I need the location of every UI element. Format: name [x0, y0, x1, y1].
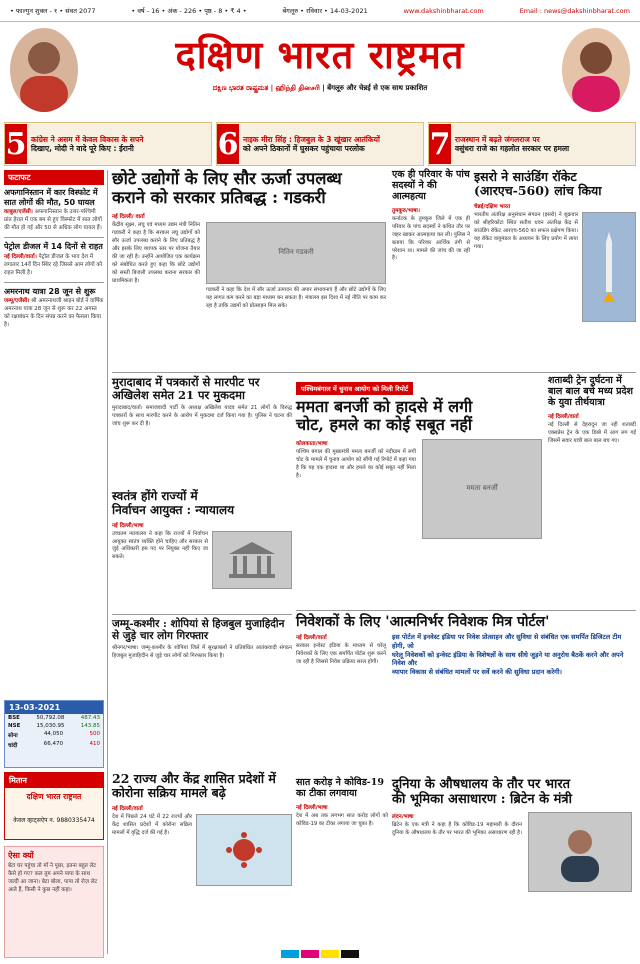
market-name: BSE	[8, 715, 20, 721]
isro-dateline: चेन्नई/दक्षिण भारत	[474, 203, 511, 210]
lead-headline-line2: कराने को सरकार प्रतिबद्ध : गडकरी	[112, 187, 326, 207]
brief-title: अमरनाथ यात्रा 28 जून से शुरू	[4, 286, 96, 296]
lead-body-col1: केंद्रीय सूक्ष्म, लघु एवं मध्यम उद्यम मंत्री नितिन गडकरी ने कहा है कि सरकार लघु उद्योगों को सौर ऊर्जा उपलब्ध कराने के लिए प्रतिबद्ध है और इसके लिए व्यापक स्तर पर योजना तैयार की जा रही है। उन्होंने आयोजित एक कार्यक्रम को संबोधित करते हुए कहा कि छोटे उद्योगों को सस्ती बिजली उपलब्ध कराना सरकार की प्राथमिकता है।	[112, 221, 200, 284]
court-photo	[212, 531, 292, 589]
promo-caption: केवल व्हाट्सऐप न. 9880335474	[13, 817, 95, 824]
market-value: 15,030.95	[36, 723, 65, 729]
investor-bullet: व्यापार विकास से संबंधित मामलों पर सर्वे करने की सुविधा प्रदान करेगी।	[392, 668, 562, 677]
shatabdi-story[interactable]	[548, 376, 636, 606]
state-ec-story[interactable]	[112, 490, 292, 610]
shatabdi-headline: शताब्दी ट्रेन दुर्घटना में बाल बाल बचे मध्य प्रदेश के युवा तीर्थयात्रा	[548, 375, 634, 408]
mamata-body: पश्चिम बंगाल की मुख्यमंत्री ममता बनर्जी को नंदीग्राम में लगी चोट के मामले में चुनाव आयोग को सौंपी गई रिपोर्ट में कहा गया है कि यह एक हादसा था और हमले का कोई सबूत नहीं मिला है।	[296, 448, 416, 479]
isro-body: भारतीय अंतरिक्ष अनुसंधान संगठन (इसरो) ने शुक्रवार को श्रीहरिकोटा स्थित सतीश धवन अंतरिक्ष केंद्र से साउंडिंग रॉकेट आरएच-560 का सफल प्रक्षेपण किया। यह रॉकेट वायुमंडल के अध्ययन के लिए प्रयोग में लाया गया।	[474, 211, 578, 250]
lead-photo	[206, 222, 386, 284]
mamata-photo	[422, 439, 542, 539]
city-date: बेंगलूरु • रविवार • 14-03-2021	[282, 7, 368, 15]
panchang-info: • फाल्गुन शुक्ल - १ • संवत 2077	[10, 7, 96, 15]
banner-page-number: 5	[5, 124, 27, 164]
subtitle-editions: | बेंगलूरु और चेन्नई से एक साथ प्रकाशित	[322, 84, 428, 92]
poem-body: बेटा घर पहुंचा तो माँ ने पूछा, इतना बहुत लेट कैसे हो गए? कल तुम अपने पापा के साथ जल्दी आ जाना। बेटा बोला, पापा तो रोज़ लेट आते हैं, किसी ने कुछ नहीं कहा।	[8, 863, 98, 893]
brief-item[interactable]	[4, 188, 104, 233]
corona-body: देश में पिछले 24 घंटे में 22 राज्यों और केंद्र शासित प्रदेशों में कोरोना सक्रिय मामलों में वृद्धि दर्ज की गई है।	[112, 813, 192, 836]
lead-headline-line1: छोटे उद्योगों के लिए सौर ऊर्जा उपलब्ध	[112, 169, 342, 188]
email-link[interactable]: Email : news@dakshinbharat.com	[519, 6, 630, 15]
divider	[112, 372, 636, 373]
lead-dateline: नई दिल्ली/ वार्ता	[112, 213, 145, 220]
state-ec-headline-line2: निर्वाचन आयुक्त : न्यायालय	[112, 502, 235, 517]
suicide-headline: एक ही परिवार के पांच सदस्यों ने की आत्महत्या	[392, 169, 470, 202]
right-person-photo	[562, 28, 630, 112]
banner-text-lead: राजस्थान में बढ़ते जंगलराज पर	[455, 134, 540, 144]
banner-text-rest: को अपने ठिकानों में घुसकर पहुंचाया परलोक	[243, 144, 365, 153]
market-change: 500	[89, 731, 100, 737]
corona-story[interactable]	[112, 772, 292, 952]
state-ec-dateline: नई दिल्ली/भाषा	[112, 522, 144, 529]
rocket-icon	[599, 232, 619, 302]
banner-text-rest: वसुंधरा राजे का गहलोत सरकार पर हमला	[455, 144, 570, 153]
isro-headline: इसरो ने साउंडिंग रॉकेट (आरएच-560) लांच किया	[474, 169, 602, 199]
britain-headline-line2: की भूमिका असाधारण : ब्रिटेन के मंत्री	[392, 791, 572, 807]
kashmir-story[interactable]	[112, 618, 292, 698]
suicide-dateline: तुमकूरु/भाषा।	[392, 207, 420, 214]
person-photo-icon	[562, 28, 630, 112]
mamata-story[interactable]	[296, 376, 544, 606]
brief-dateline: काबुल/एजेंसी।	[4, 209, 33, 216]
masthead-subtitle	[150, 84, 490, 93]
market-name: NSE	[8, 723, 21, 729]
investor-bullet: इस पोर्टल में इनवेस्ट इंडिया पर निवेश प्रोत्साहन और सुविधा से संबंधित एक समर्पित डिजिटल टीम होगी, जो	[392, 633, 622, 650]
brief-body: श्री अमरनाथजी श्राइन बोर्ड ने वार्षिक अमरनाथ यात्रा 28 जून से शुरू कर 22 अगस्त को रक्षाबंधन के दिन संपन्न करने का फैसला किया है।	[4, 298, 104, 329]
top-info-bar	[0, 0, 640, 22]
brief-dateline: जम्मू/एजेंसी।	[4, 298, 30, 305]
shatabdi-dateline: नई दिल्ली/वार्ता	[548, 413, 579, 420]
corona-photo	[196, 814, 292, 886]
poem-box	[4, 846, 104, 958]
britain-dateline: लंदन/भाषा	[392, 813, 414, 820]
market-box	[4, 700, 104, 768]
issue-info: • वर्ष - 16 • अंक - 226 • पृष्ठ - 8 • ₹ 4 •	[131, 7, 247, 15]
mamata-headline-line1: ममता बनर्जी को हादसे में लगी	[296, 397, 473, 416]
person-photo-icon	[555, 822, 605, 882]
brief-body: पेट्रोल डीजल के भाव देश में लगातार 14वें दिन स्थिर रहे जिससे आम लोगों को राहत मिली है।	[4, 253, 103, 276]
family-suicide-story[interactable]	[392, 170, 470, 340]
corona-dateline: नई दिल्ली/वार्ता	[112, 805, 143, 812]
investor-body: सरकार इन्वेस्ट इंडिया के माध्यम से घरेलू निवेशकों के लिए एक समर्पित पोर्टल शुरू करने जा रही है जिससे निवेश प्रक्रिया सरल होगी।	[296, 643, 386, 665]
market-date: 13-03-2021	[5, 701, 103, 714]
investor-bullet: घरेलू निवेशकों को इन्वेस्ट इंडिया के विशेषज्ञों के साथ सीधे जुड़ने या अनुरोध बैठकें करने और अपने निवेश और	[392, 650, 624, 668]
state-ec-headline-line1: स्वतंत्र होंगे राज्यों में	[112, 489, 198, 503]
banner-item[interactable]	[216, 122, 424, 166]
promo-title: दक्षिण भारत राष्ट्रमत	[26, 792, 82, 801]
divider	[4, 237, 104, 238]
minister-photo	[528, 812, 632, 892]
promo-brand: मितान	[5, 773, 103, 788]
brief-title: अफगानिस्तान में कार विस्फोट में सात लोगों की मौत, 50 घायल	[4, 188, 98, 207]
left-brief-column	[4, 170, 104, 696]
isro-story[interactable]	[474, 170, 636, 370]
market-value: 44,050	[43, 731, 64, 737]
britain-body: ब्रिटेन के एक मंत्री ने कहा है कि कोविड-19 महामारी के दौरान दुनिया के औषधालय के तौर पर भारत की भूमिका असाधारण रही है।	[392, 821, 522, 836]
market-row	[5, 730, 103, 740]
shatabdi-body: नई दिल्ली से देहरादून जा रही शताब्दी एक्सप्रेस ट्रेन के एक डिब्बे में आग लग गई जिसमें सवार यात्री बाल बाल बच गए।	[548, 421, 636, 444]
masthead-title: दक्षिण भारत राष्ट्रमत	[175, 32, 465, 77]
poem-title: ऐसा क्यों	[8, 851, 34, 860]
brief-dateline: नई दिल्ली/वार्ता।	[4, 253, 37, 260]
banner-text-lead: कांग्रेस ने असम में केवल विकास के सपने	[31, 134, 144, 144]
promo-box[interactable]	[4, 772, 104, 840]
banner-item[interactable]	[428, 122, 636, 166]
moradabad-body: मुरादाबाद/वार्ता। समाजवादी पार्टी के अध्यक्ष अखिलेश यादव समेत 21 लोगों के विरुद्ध पत्रकारों के साथ मारपीट करने के आरोप में मुकदमा दर्ज किया गया है। पुलिस ने घटना की जांच शुरू कर दी है।	[112, 405, 292, 428]
corona-headline: 22 राज्य और केंद्र शासित प्रदेशों में कोरोना सक्रिय मामले बढ़े	[112, 771, 276, 801]
vaccine-story[interactable]	[296, 778, 388, 950]
vaccine-body: देश में अब तक लगभग सात करोड़ लोगों को कोविड-19 का टीका लगाया जा चुका है।	[296, 812, 388, 827]
brief-section-head: फटाफट	[4, 170, 104, 185]
banner-text-rest: दिखाए, मोदी ने वादे पूरे किए : ईरानी	[31, 144, 134, 153]
website-link[interactable]: www.dakshinbharat.com	[403, 6, 484, 15]
divider	[4, 282, 104, 283]
investor-dateline: नई दिल्ली/वार्ता	[296, 635, 327, 642]
mamata-headline-line2: चोट, हमले का कोई सबूत नहीं	[296, 415, 473, 435]
banner-page-number: 7	[429, 124, 451, 164]
moradabad-story[interactable]	[112, 376, 292, 486]
brief-item[interactable]	[4, 287, 104, 330]
rocket-photo	[582, 212, 636, 322]
vaccine-dateline: नई दिल्ली/भाषा	[296, 804, 328, 811]
investor-headline: निवेशकों के लिए 'आत्मनिर्भर निवेशक मित्र पोर्टल'	[296, 614, 550, 630]
lead-story[interactable]	[112, 170, 388, 368]
left-person-photo	[10, 28, 78, 112]
market-change: 143.85	[80, 723, 100, 729]
color-registration-bar	[0, 950, 640, 958]
market-row	[5, 740, 103, 750]
kashmir-body: श्रीनगर/भाषा। जम्मू-कश्मीर के शोपियां जिले में सुरक्षाबलों ने प्रतिबंधित आतंकवादी संगठन हिजबुल मुजाहिदीन से जुड़े चार लोगों को गिरफ्तार किया है।	[112, 645, 292, 660]
suicide-body: कर्नाटक के तुमकूरु जिले में एक ही परिवार के पांच सदस्यों ने कथित तौर पर जहर खाकर आत्महत्या कर ली। पुलिस ने बताया कि परिवार आर्थिक तंगी से परेशान था। मामले की जांच की जा रही है।	[392, 215, 470, 262]
kashmir-headline: जम्मू-कश्मीर : शोपियां से हिजबुल मुजाहिदीन से जुड़े चार लोग गिरफ्तार	[112, 618, 285, 643]
market-value: 50,792.08	[36, 715, 65, 721]
top-banner-row	[0, 122, 640, 166]
state-ec-body: उच्चतम न्यायालय ने कहा कि राज्यों में निर्वाचन आयुक्त स्वतंत्र व्यक्ति होने चाहिए और सरकार से जुड़े अधिकारी इस पद पर नियुक्त नहीं किए जा सकते।	[112, 530, 208, 561]
market-row	[5, 722, 103, 730]
moradabad-headline-line1: मुरादाबाद में पत्रकारों से मारपीट पर	[112, 375, 260, 389]
britain-story[interactable]	[392, 778, 636, 950]
investor-portal-story[interactable]	[296, 614, 636, 774]
market-name: चांदी	[8, 743, 18, 749]
banner-item[interactable]	[4, 122, 212, 166]
britain-headline-line1: दुनिया के औषधालय के तौर पर भारत	[392, 777, 571, 792]
mamata-photo-caption: ममता बनर्जी	[466, 484, 498, 493]
banner-text-lead: नाइक मीरा सिंह : हिजबुल के 3 खूंखार आतंकियों	[243, 134, 380, 144]
brief-title: पेट्रोल डीजल में 14 दिनों से राहत	[4, 242, 103, 252]
divider	[296, 610, 636, 611]
moradabad-headline-line2: अखिलेश समेत 21 पर मुकदमा	[112, 388, 245, 403]
subtitle-regional: ದಕ್ಷಿಣ ಭಾರತ ರಾಷ್ಟ್ರಮತ | ஹிந்தி தினசரி	[212, 84, 320, 92]
market-change: 487.43	[80, 715, 100, 721]
market-change: 410	[89, 741, 100, 747]
brief-body: अफगानिस्तान के उत्तर-पश्चिमी प्रांत हेरात में एक बम से हुए विस्फोट में सात लोगों की मौत हो गई और 50 से अधिक लोग घायल हैं।	[4, 209, 102, 232]
mamata-dateline: कोलकाता/भाषा	[296, 440, 328, 447]
lead-photo-caption: नितिन गडकरी	[278, 248, 314, 257]
mamata-tag: पश्चिमबंगाल में चुनाव आयोग को मिली रिपोर्ट	[296, 382, 413, 395]
brief-item[interactable]	[4, 242, 104, 278]
vaccine-headline: सात करोड़ ने कोविड-19 का टीका लगवाया	[296, 777, 384, 799]
lead-body-col2: गडकरी ने कहा कि देश में सौर ऊर्जा उत्पादन की अपार संभावनाएं हैं और छोटे उद्योगों के लिए यह लागत कम करने का बड़ा माध्यम बन सकता है। मंत्रालय इस दिशा में नई नीति पर काम कर रहा है ताकि उद्यमों को प्रोत्साहन मिल सके।	[206, 286, 386, 309]
divider	[107, 170, 108, 954]
divider	[112, 614, 292, 615]
person-photo-icon	[10, 28, 78, 112]
banner-page-number: 6	[217, 124, 239, 164]
court-building-icon	[227, 540, 277, 580]
virus-icon	[224, 830, 264, 870]
market-name: सोना	[8, 733, 18, 739]
market-value: 66,470	[43, 741, 63, 747]
market-row	[5, 714, 103, 722]
